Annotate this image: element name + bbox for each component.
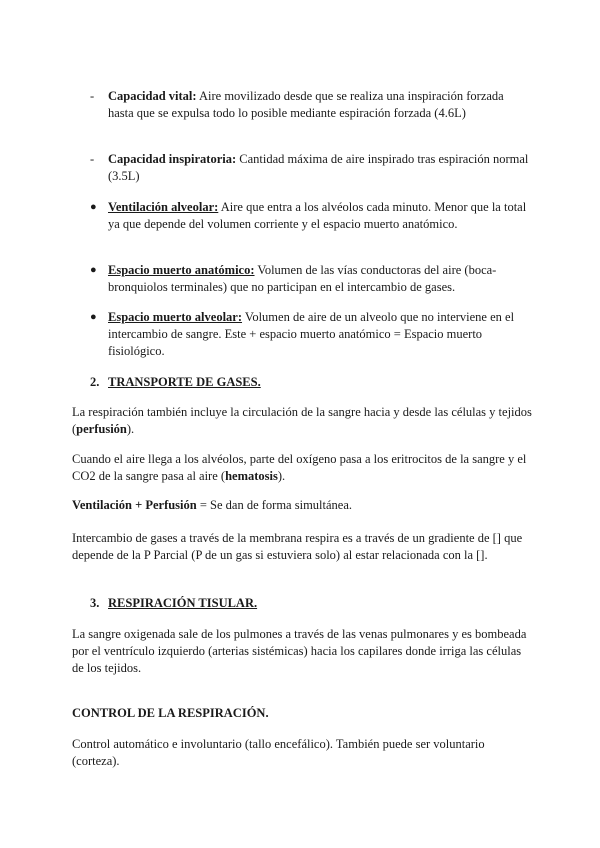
section-heading-respiracion-tisular (90, 595, 530, 612)
bullet-icon: ● (90, 264, 97, 276)
list-item-espacio-muerto-anatomico (90, 262, 530, 296)
term-label: Capacidad vital: (108, 89, 197, 103)
paragraph-text: = Se dan de forma simultánea. (196, 498, 353, 512)
section-number: 3. (90, 596, 100, 610)
section-title: RESPIRACIÓN TISULAR. (108, 596, 258, 610)
paragraph-text: Cuando el aire llega a los alvéolos, parte del oxígeno pasa a los eritrocitos de la sangre y el CO2 de la sangre pasa al aire ( (72, 452, 527, 483)
section-number: 2. (90, 375, 100, 389)
list-item-ventilacion-alveolar (90, 199, 530, 233)
term-label: Espacio muerto anatómico: (108, 263, 255, 277)
paragraph-sangre-oxigenada: La sangre oxigenada sale de los pulmones a través de las venas pulmonares y es bombeada por el ventrículo izquierdo (arterias sistémicas) hacia los capilares donde irriga las células de los tejidos. (72, 627, 527, 675)
term-label: Capacidad inspiratoria: (108, 152, 237, 166)
term-text: Aire movilizado desde que se realiza una inspiración forzada hasta que se expulsa todo lo posible mediante espiración forzada (4.6L) (108, 89, 504, 120)
bold-term: Ventilación + Perfusión (72, 498, 197, 512)
bullet-icon: ● (90, 311, 97, 323)
paragraph-text: ). (277, 469, 286, 483)
dash-marker: - (90, 152, 95, 166)
paragraph-hematosis (72, 451, 532, 485)
control-heading: CONTROL DE LA RESPIRACIÓN. (72, 706, 269, 720)
term-label: Espacio muerto alveolar: (108, 310, 243, 324)
bold-term: perfusión (76, 422, 127, 436)
term-text: Cantidad máxima de aire inspirado tras espiración normal (3.5L) (108, 152, 529, 183)
term-text: Volumen de las vías conductoras del aire (boca-bronquiolos terminales) que no participan en el intercambio de gases. (108, 263, 497, 294)
list-item-capacidad-inspiratoria (90, 151, 530, 185)
paragraph-perfusion (72, 404, 532, 438)
term-text: Aire que entra a los alvéolos cada minuto. Menor que la total ya que depende del volumen corriente y el espacio muerto anatómico. (108, 200, 527, 231)
section-title: TRANSPORTE DE GASES. (108, 375, 261, 389)
section-heading-transporte (90, 374, 530, 391)
paragraph-control: Control automático e involuntario (tallo encefálico). También puede ser voluntario (corteza). (72, 737, 485, 768)
list-item-espacio-muerto-alveolar (90, 309, 530, 360)
dash-marker: - (90, 89, 95, 103)
paragraph-text: ). (126, 422, 135, 436)
term-text: Volumen de aire de un alveolo que no interviene en el intercambio de sangre. Este + espacio muerto anatómico = Espacio muerto fisiológico. (108, 310, 515, 358)
bold-term: hematosis (225, 469, 278, 483)
paragraph-ventilacion-perfusion (72, 497, 532, 514)
term-label: Ventilación alveolar: (108, 200, 219, 214)
bullet-icon: ● (90, 201, 97, 213)
list-item-capacidad-vital (90, 88, 530, 122)
paragraph-intercambio-gases: Intercambio de gases a través de la membrana respira es a través de un gradiente de [] que depende de la P Parcial (P de un gas si estuviera solo) al estar relacionada con la []. (72, 531, 523, 562)
paragraph-text: La respiración también incluye la circulación de la sangre hacia y desde las células y tejidos ( (72, 405, 532, 436)
